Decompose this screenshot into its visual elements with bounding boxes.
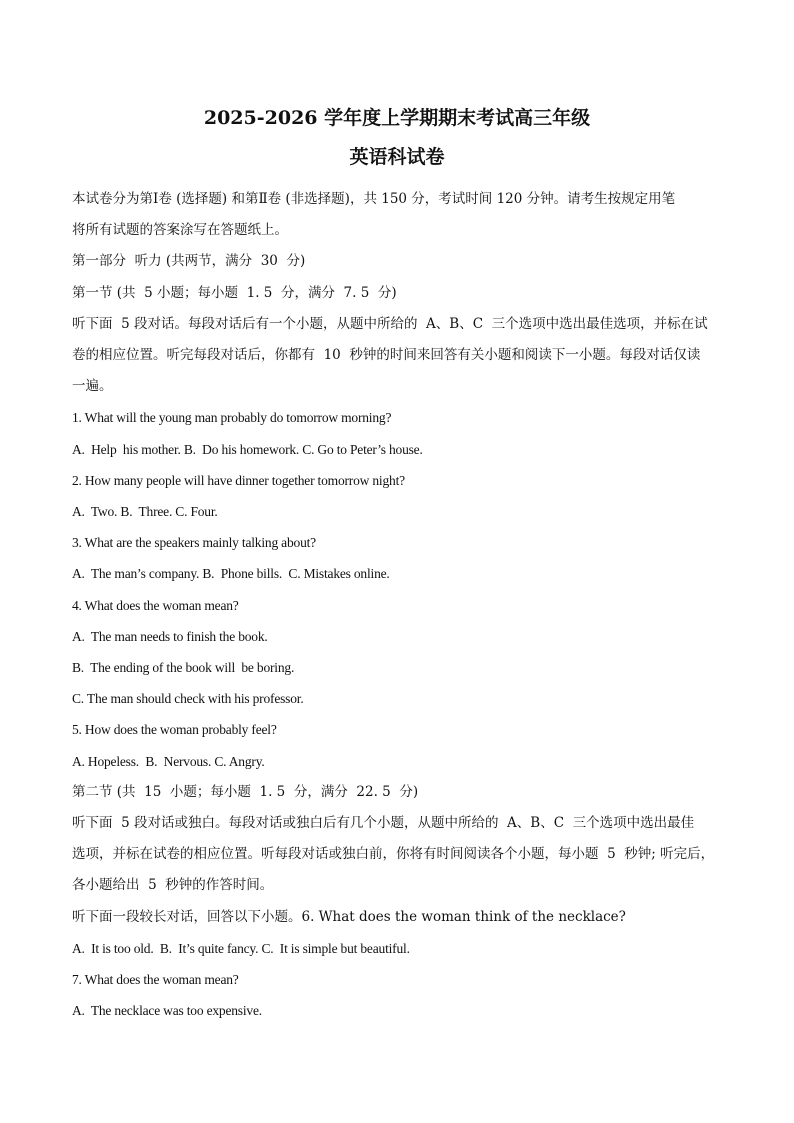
text-line: A. Two. B. Three. C. Four. <box>72 504 218 520</box>
text-line: A. Hopeless. B. Nervous. C. Angry. <box>72 753 265 769</box>
text-line: 选项，并标在试卷的相应位置。听每段对话或独白前，你将有时间阅读各个小题，每小题 5 秒钟; 听完后， <box>72 846 715 863</box>
text-line: A. Help his mother. B. Do his homework. C. Go to Peter’s house. <box>72 441 423 457</box>
text-line: 3. What are the speakers mainly talking about? <box>72 535 316 551</box>
text-line: 听下面 5 段对话或独白。每段对话或独白后有几个小题，从题中所给的 A、B、C 三个选项中选出最佳 <box>72 815 695 832</box>
text-line: A. The man’s company. B. Phone bills. C. Mistakes online. <box>72 566 390 582</box>
exam-body <box>72 184 724 1026</box>
text-line: A. The necklace was too expensive. <box>72 1003 262 1019</box>
text-line: 第二节 (共 15 小题；每小题 1. 5 分，满分 22. 5 分) <box>72 783 419 800</box>
text-line: 4. What does the woman mean? <box>72 597 239 613</box>
text-line: 各小题给出 5 秒钟的作答时间。 <box>72 877 274 894</box>
text-line: 本试卷分为第Ⅰ卷 (选择题) 和第Ⅱ卷 (非选择题)，共 150 分，考试时间 120 分钟。请考生按规定用笔 <box>72 191 676 207</box>
text-line: 第一部分 听力 (共两节，满分 30 分) <box>72 253 306 270</box>
text-line: A. The man needs to finish the book. <box>72 628 268 644</box>
text-line: 5. How does the woman probably feel? <box>72 722 277 738</box>
text-line: 2. How many people will have dinner together tomorrow night? <box>72 472 405 488</box>
text-line: 卷的相应位置。听完每段对话后，你都有 10 秒钟的时间来回答有关小题和阅读下一小题。每段对话仅读 <box>72 347 701 364</box>
text-line: 听下面一段较长对话，回答以下小题。6. What does the woman think of the necklace? <box>72 908 626 925</box>
text-line: 听下面 5 段对话。每段对话后有一个小题，从题中所给的 A、B、C 三个选项中选出最佳选项，并标在试 <box>72 315 708 332</box>
text-line: C. The man should check with his professor. <box>72 691 304 707</box>
text-line: A. It is too old. B. It’s quite fancy. C. It is simple but beautiful. <box>72 940 410 956</box>
text-line: 一遍。 <box>72 378 113 395</box>
text-line: 1. What will the young man probably do tomorrow morning? <box>72 410 392 426</box>
exam-title: 2025-2026 学年度上学期期末考试高三年级 <box>203 107 591 129</box>
exam-subtitle: 英语科试卷 <box>349 146 445 168</box>
text-line: 第一节 (共 5 小题；每小题 1. 5 分，满分 7. 5 分) <box>72 284 397 301</box>
text-line: 将所有试题的答案涂写在答题纸上。 <box>72 222 288 239</box>
text-line: B. The ending of the book will be boring. <box>72 660 295 676</box>
text-line: 7. What does the woman mean? <box>72 972 239 988</box>
